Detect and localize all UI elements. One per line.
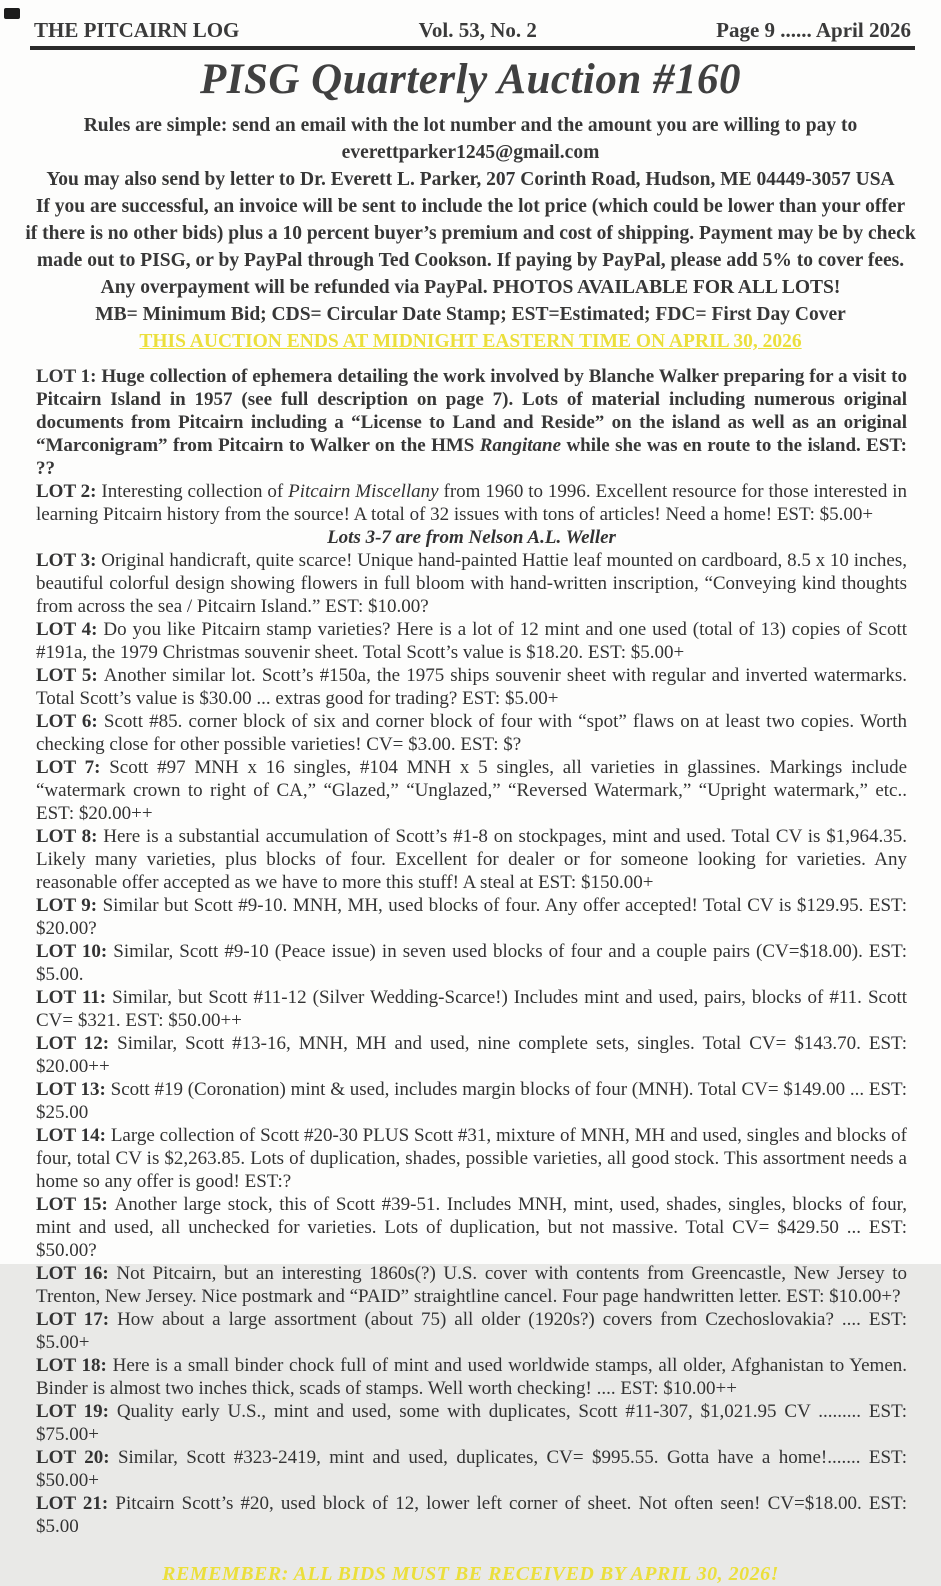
masthead-divider [30,46,915,50]
contact-email: everettparker1245@gmail.com [341,142,600,163]
lot-item [36,664,907,710]
lot-item [36,710,907,756]
rules-line: made out to PISG, or by PayPal through Ted Cookson. If paying by PayPal, please add 5% to cover fees. [36,250,905,271]
lot-number: LOT 17: [36,1309,118,1330]
lot-item [36,1262,907,1308]
lot-item [36,480,907,526]
lot-item [36,618,907,664]
lot-item [36,825,907,894]
lot-item [36,1124,907,1193]
lot-number: LOT 12: [36,1033,118,1054]
rules-line: Any overpayment will be refunded via PayPal. PHOTOS AVAILABLE FOR ALL LOTS! [100,277,841,298]
lot-text: Here is a small binder chock full of mint and used worldwide stamps, all older, Afghanistan to Yemen. Binder is almost two inches thick, scads of stamps. Well worth checking! .... EST: $10.00++ [36,1355,908,1399]
lot-text: Quality early U.S., mint and used, some with duplicates, Scott #11-307, $1,021.95 CV ......... EST: $75.00+ [36,1401,908,1445]
auction-deadline-notice: THIS AUCTION ENDS AT MIDNIGHT EASTERN TIME ON APRIL 30, 2026 [139,331,802,352]
lot-item [36,1032,907,1078]
lot-number: LOT 21: [36,1493,116,1514]
lot-text: Here is a substantial accumulation of Scott’s #1-8 on stockpages, mint and used. Total CV is $1,964.35. Likely many varieties, plus blocks of four. Excellent for dealer or for someone looking for varieties. Any reasonable offer accepted as we have to more this stuff! A steal at EST: $150.00+ [36,826,908,893]
lot-text: Similar, Scott #9-10 (Peace issue) in seven used blocks of four and a couple pairs (CV=$18.00). EST: $5.00. [36,941,908,985]
lot-text: Similar, but Scott #11-12 (Silver Wedding-Scarce!) Includes mint and used, pairs, blocks of #11. Scott CV= $321. EST: $50.00++ [36,987,907,1031]
lot-item [36,1400,907,1446]
lot-number: LOT 2: [36,481,102,502]
lot-item [36,1078,907,1124]
rules-line: You may also send by letter to Dr. Everett L. Parker, 207 Corinth Road, Hudson, ME 04449-3057 USA [46,169,895,190]
lot-text: Scott #97 MNH x 16 singles, #104 MNH x 5 singles, all varieties in glassines. Markings include “watermark crown to right of CA,” “Glazed,” “Unglazed,” “Reversed Watermark,” “Upright watermark,” etc.. EST: $20.00++ [36,757,908,824]
lot-text: Pitcairn Miscellany [288,481,439,502]
lot-item [36,1308,907,1354]
lot-text: Interesting collection of [101,481,289,502]
lot-text: Huge collection of ephemera detailing the work involved by Blanche Walker preparing for a visit to Pitcairn Island in 1957 (see full description on page 7). Lots of material including numerous original documents from Pitcairn including a “License to Land and Reside” on the island as well as an original “Marconigram” from Pitcairn to Walker on the HMS [36,366,908,456]
masthead [0,0,941,43]
lot-text: Do you like Pitcairn stamp varieties? Here is a lot of 12 mint and one used (total of 13) copies of Scott #191a, the 1979 Christmas souvenir sheet. Total Scott’s value is $18.20. EST: $5.00+ [36,619,908,663]
lot-text: Scott #85. corner block of six and corner block of four with “spot” flaws on at least two copies. Worth checking close for other possible varieties! CV= $3.00. EST: $? [36,711,908,755]
lot-number: LOT 1: [36,366,102,387]
lot-number: LOT 10: [36,941,114,962]
lot-item [36,986,907,1032]
lot-number: LOT 11: [36,987,113,1008]
lot-number: LOT 18: [36,1355,113,1376]
lot-number: LOT 3: [36,550,102,571]
rules-line: If you are successful, an invoice will be sent to include the lot price (which could be lower than your offer [35,196,906,217]
lot-number: LOT 16: [36,1263,117,1284]
lot-text: Lots 3-7 are from Nelson A.L. Weller [327,527,616,548]
lot-text: from 1960 to 1996. Excellent resource for those interested in learning Pitcairn history from the source! A total of 32 issues with tons of articles! Need a home! EST: $5.00+ [36,481,908,525]
lot-number: LOT 9: [36,895,103,916]
section-note [36,526,907,549]
lot-number: LOT 8: [36,826,104,847]
lot-number: LOT 4: [36,619,104,640]
scan-artifact [4,8,20,19]
lot-text: Another similar lot. Scott’s #150a, the 1975 ships souvenir sheet with regular and inverted watermarks. Total Scott’s value is $30.00 ... extras good for trading? EST: $5.00+ [36,665,907,709]
lot-number: LOT 20: [36,1447,118,1468]
lot-item [36,1446,907,1492]
lot-number: LOT 19: [36,1401,117,1422]
lot-text: Rangitane [479,435,562,456]
abbreviation-key: MB= Minimum Bid; CDS= Circular Date Stamp; EST=Estimated; FDC= First Day Cover [95,304,846,325]
lot-number: LOT 13: [36,1079,111,1100]
volume-number: Vol. 53, No. 2 [418,18,537,42]
lot-item [36,549,907,618]
lot-text: Pitcairn Scott’s #20, used block of 12, lower left corner of sheet. Not often seen! CV=$18.00. EST: $5.00 [36,1493,907,1537]
lot-text: Similar, Scott #323-2419, mint and used, duplicates, CV= $995.55. Gotta have a home!....... EST: $50.00+ [36,1447,908,1491]
publication-name: THE PITCAIRN LOG [34,18,240,42]
lot-number: LOT 14: [36,1125,111,1146]
lot-item [36,756,907,825]
lot-number: LOT 15: [36,1194,115,1215]
lot-number: LOT 5: [36,665,104,686]
lot-item [36,1193,907,1262]
lot-number: LOT 7: [36,757,110,778]
auction-rules [20,112,921,355]
auction-title: PISG Quarterly Auction #160 [199,56,742,103]
lot-text: How about a large assortment (about 75) all older (1920s?) covers from Czechoslovakia? .... EST: $5.00+ [36,1309,907,1353]
lot-item [36,894,907,940]
rules-line: if there is no other bids) plus a 10 percent buyer’s premium and cost of shipping. Payment may be by check [25,223,916,244]
bid-deadline-reminder: REMEMBER: ALL BIDS MUST BE RECEIVED BY APRIL 30, 2026! [162,1563,779,1585]
rules-line: Rules are simple: send an email with the lot number and the amount you are willing to pay to [83,115,858,136]
lot-text: Scott #19 (Coronation) mint & used, includes margin blocks of four (MNH). Total CV= $149.00 ... EST: $25.00 [36,1079,907,1123]
lot-item [36,1354,907,1400]
lot-text: Large collection of Scott #20-30 PLUS Scott #31, mixture of MNH, MH and used, singles and blocks of four, total CV is $2,263.85. Lots of duplication, shades, possible varieties, all good stock. This assortment needs a home so any offer is good! EST:? [36,1125,907,1192]
lot-item [36,365,907,480]
lot-text: Similar but Scott #9-10. MNH, MH, used blocks of four. Any offer accepted! Total CV is $129.95. EST: $20.00? [36,895,907,939]
lot-text: Original handicraft, quite scarce! Unique hand-painted Hattie leaf mounted on cardboard, 8.5 x 10 inches, beautiful colorful design showing flowers in full bloom with hand-written inscription, “Conveying kind thoughts from across the sea / Pitcairn Island.” EST: $10.00? [36,550,907,617]
lot-text: Another large stock, this of Scott #39-51. Includes MNH, mint, used, shades, singles, blocks of four, mint and used, all unchecked for varieties. Lots of duplication, but not massive. Total CV= $429.50 ... EST: $50.00? [36,1194,907,1261]
page-and-date: Page 9 ...... April 2026 [716,18,911,42]
lot-text: Similar, Scott #13-16, MNH, MH and used, nine complete sets, singles. Total CV= $143.70. EST: $20.00++ [36,1033,907,1077]
lot-text: while she was en route to the island. EST: ?? [36,435,907,479]
lot-text: Not Pitcairn, but an interesting 1860s(?) U.S. cover with contents from Greencastle, New Jersey to Trenton, New Jersey. Nice postmark and “PAID” straightline cancel. Four page handwritten letter. EST: $10.00+? [36,1263,907,1307]
lot-item [36,1492,907,1538]
lots-list [36,365,907,1538]
lot-number: LOT 6: [36,711,104,732]
lot-item [36,940,907,986]
